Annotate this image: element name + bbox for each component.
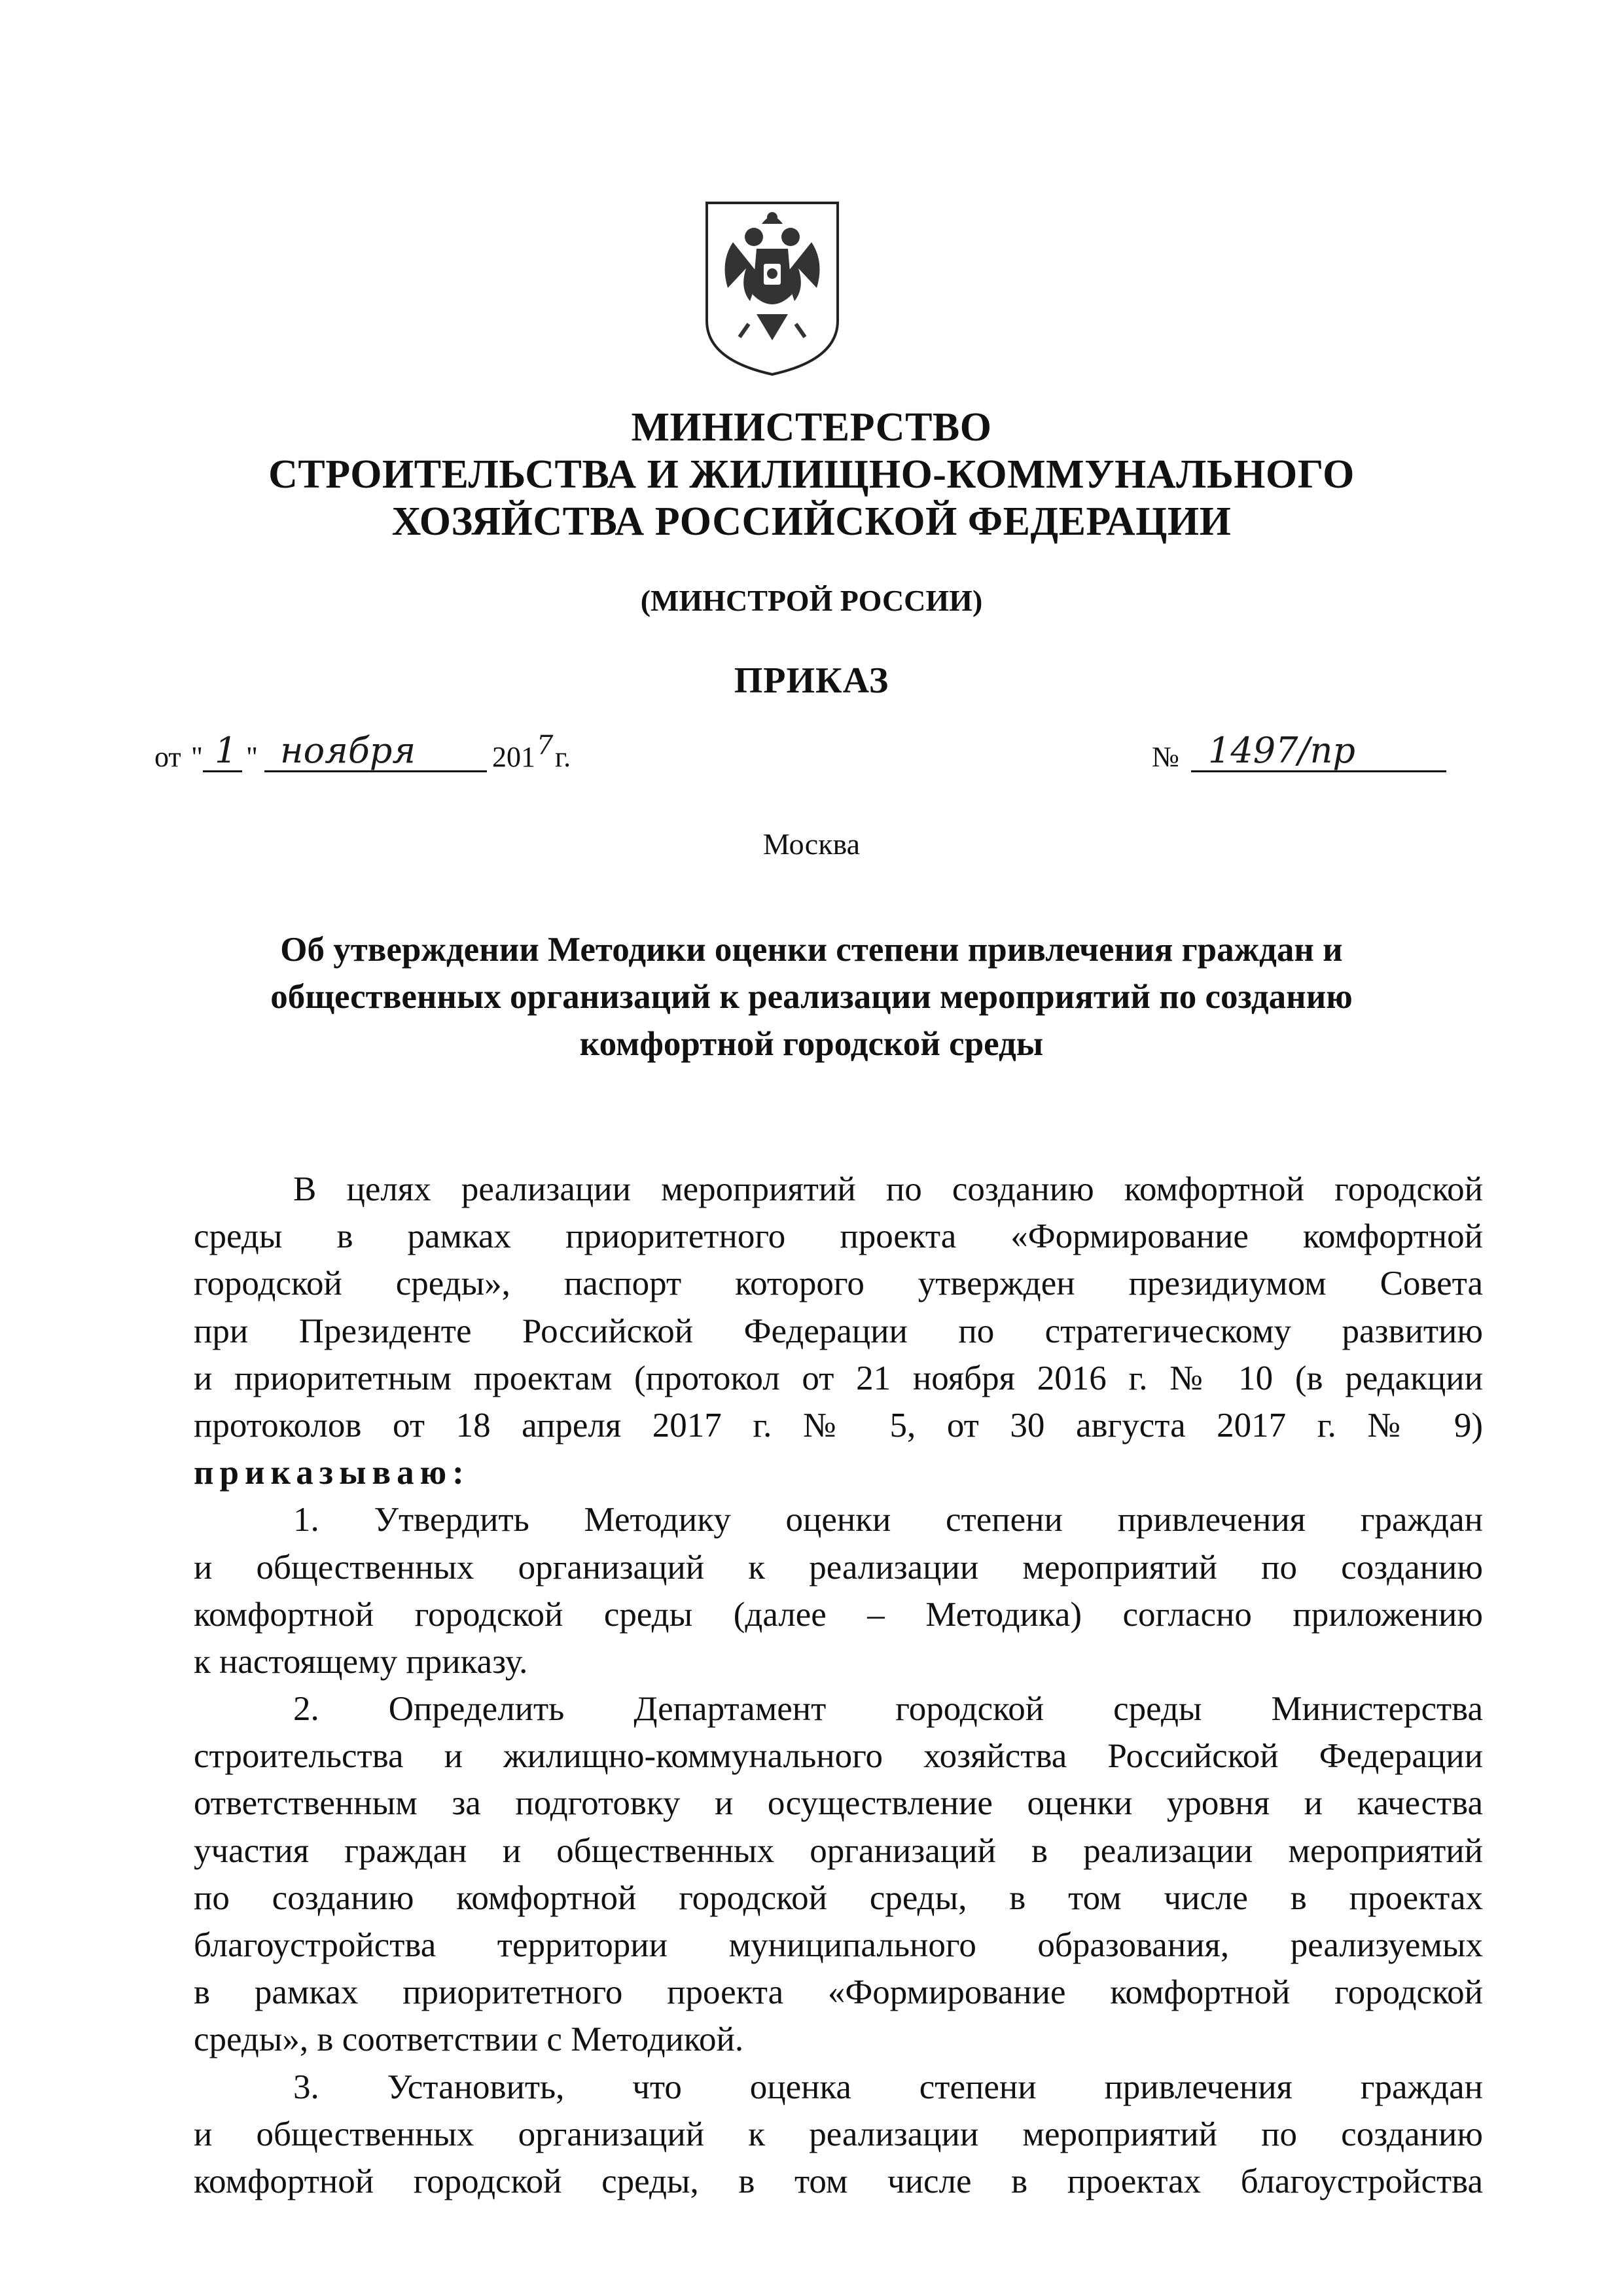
body-line: комфортной городской среды, в том числе в проектах благоустройства	[194, 2162, 1483, 2200]
ministry-abbreviation: (МИНСТРОЙ РОССИИ)	[640, 584, 983, 617]
order-verb: приказываю:	[194, 1454, 470, 1492]
ministry-name-line-2: СТРОИТЕЛЬСТВА И ЖИЛИЩНО-КОММУНАЛЬНОГО	[268, 452, 1355, 497]
body-line: протоколов от 18 апреля 2017 г. № 5, от 30 августа 2017 г. № 9)	[194, 1406, 1483, 1444]
subject-line: комфортной городской среды	[579, 1025, 1044, 1063]
number-value: 1497/пр	[1208, 730, 1355, 771]
date-suffix: г.	[555, 741, 571, 773]
body-line: участия граждан и общественных организаций в реализации мероприятий	[194, 1831, 1483, 1870]
body-line: и общественных организаций к реализации мероприятий по созданию	[194, 1548, 1483, 1587]
body-line: 3. Установить, что оценка степени привлечения граждан	[293, 2068, 1483, 2106]
subject-line: Об утверждении Методики оценки степени привлечения граждан и	[280, 931, 1343, 969]
body-line: В целях реализации мероприятий по созданию комфортной городской	[293, 1170, 1483, 1208]
body-line: комфортной городской среды (далее – Методика) согласно приложению	[194, 1595, 1483, 1634]
city: Москва	[762, 827, 861, 861]
date-year-prefix: 201	[492, 741, 535, 773]
date-prefix: от	[154, 741, 181, 773]
body-line: среды в рамках приоритетного проекта «Формирование комфортной	[194, 1217, 1483, 1256]
body-line: и общественных организаций к реализации мероприятий по созданию	[194, 2115, 1483, 2153]
order-subject	[190, 926, 1433, 1067]
body-line: к настоящему приказу.	[194, 1642, 528, 1681]
document-type: ПРИКАЗ	[734, 660, 889, 701]
date-month: ноября	[280, 730, 416, 771]
body-line: среды», в соответствии с Методикой.	[194, 2020, 744, 2059]
ministry-name-line-3: ХОЗЯЙСТВА РОССИЙСКОЙ ФЕДЕРАЦИИ	[391, 499, 1232, 544]
body-line: 1. Утвердить Методику оценки степени привлечения граждан	[293, 1501, 1483, 1539]
document-number-field	[1152, 730, 1446, 783]
number-label: №	[1152, 741, 1179, 773]
date-field: от " 1 " ноября 201 7 г.	[154, 730, 571, 773]
ministry-name-line-1: МИНИСТЕРСТВО	[631, 405, 992, 450]
date-year-suffix: 7	[537, 730, 554, 761]
body-line: строительства и жилищно-коммунального хозяйства Российской Федерации	[194, 1737, 1483, 1776]
order-body	[194, 1166, 1483, 2205]
body-line: в рамках приоритетного проекта «Формирование комфортной городской	[194, 1973, 1483, 2012]
body-line: благоустройства территории муниципального образования, реализуемых	[194, 1926, 1483, 1964]
coat-of-arms-icon	[694, 190, 851, 380]
body-line: ответственным за подготовку и осуществление оценки уровня и качества	[194, 1784, 1483, 1823]
subject-line: общественных организаций к реализации мероприятий по созданию	[270, 978, 1353, 1016]
body-line: 2. Определить Департамент городской среды Министерства	[293, 1690, 1483, 1729]
date-day: 1	[215, 730, 238, 771]
body-line: и приоритетным проектам (протокол от 21 ноября 2016 г. № 10 (в редакции	[194, 1359, 1483, 1397]
body-line: по созданию комфортной городской среды, в том числе в проектах	[194, 1878, 1483, 1917]
body-line: городской среды», паспорт которого утвержден президиумом Совета	[194, 1265, 1483, 1303]
body-line: при Президенте Российской Федерации по стратегическому развитию	[194, 1312, 1483, 1350]
